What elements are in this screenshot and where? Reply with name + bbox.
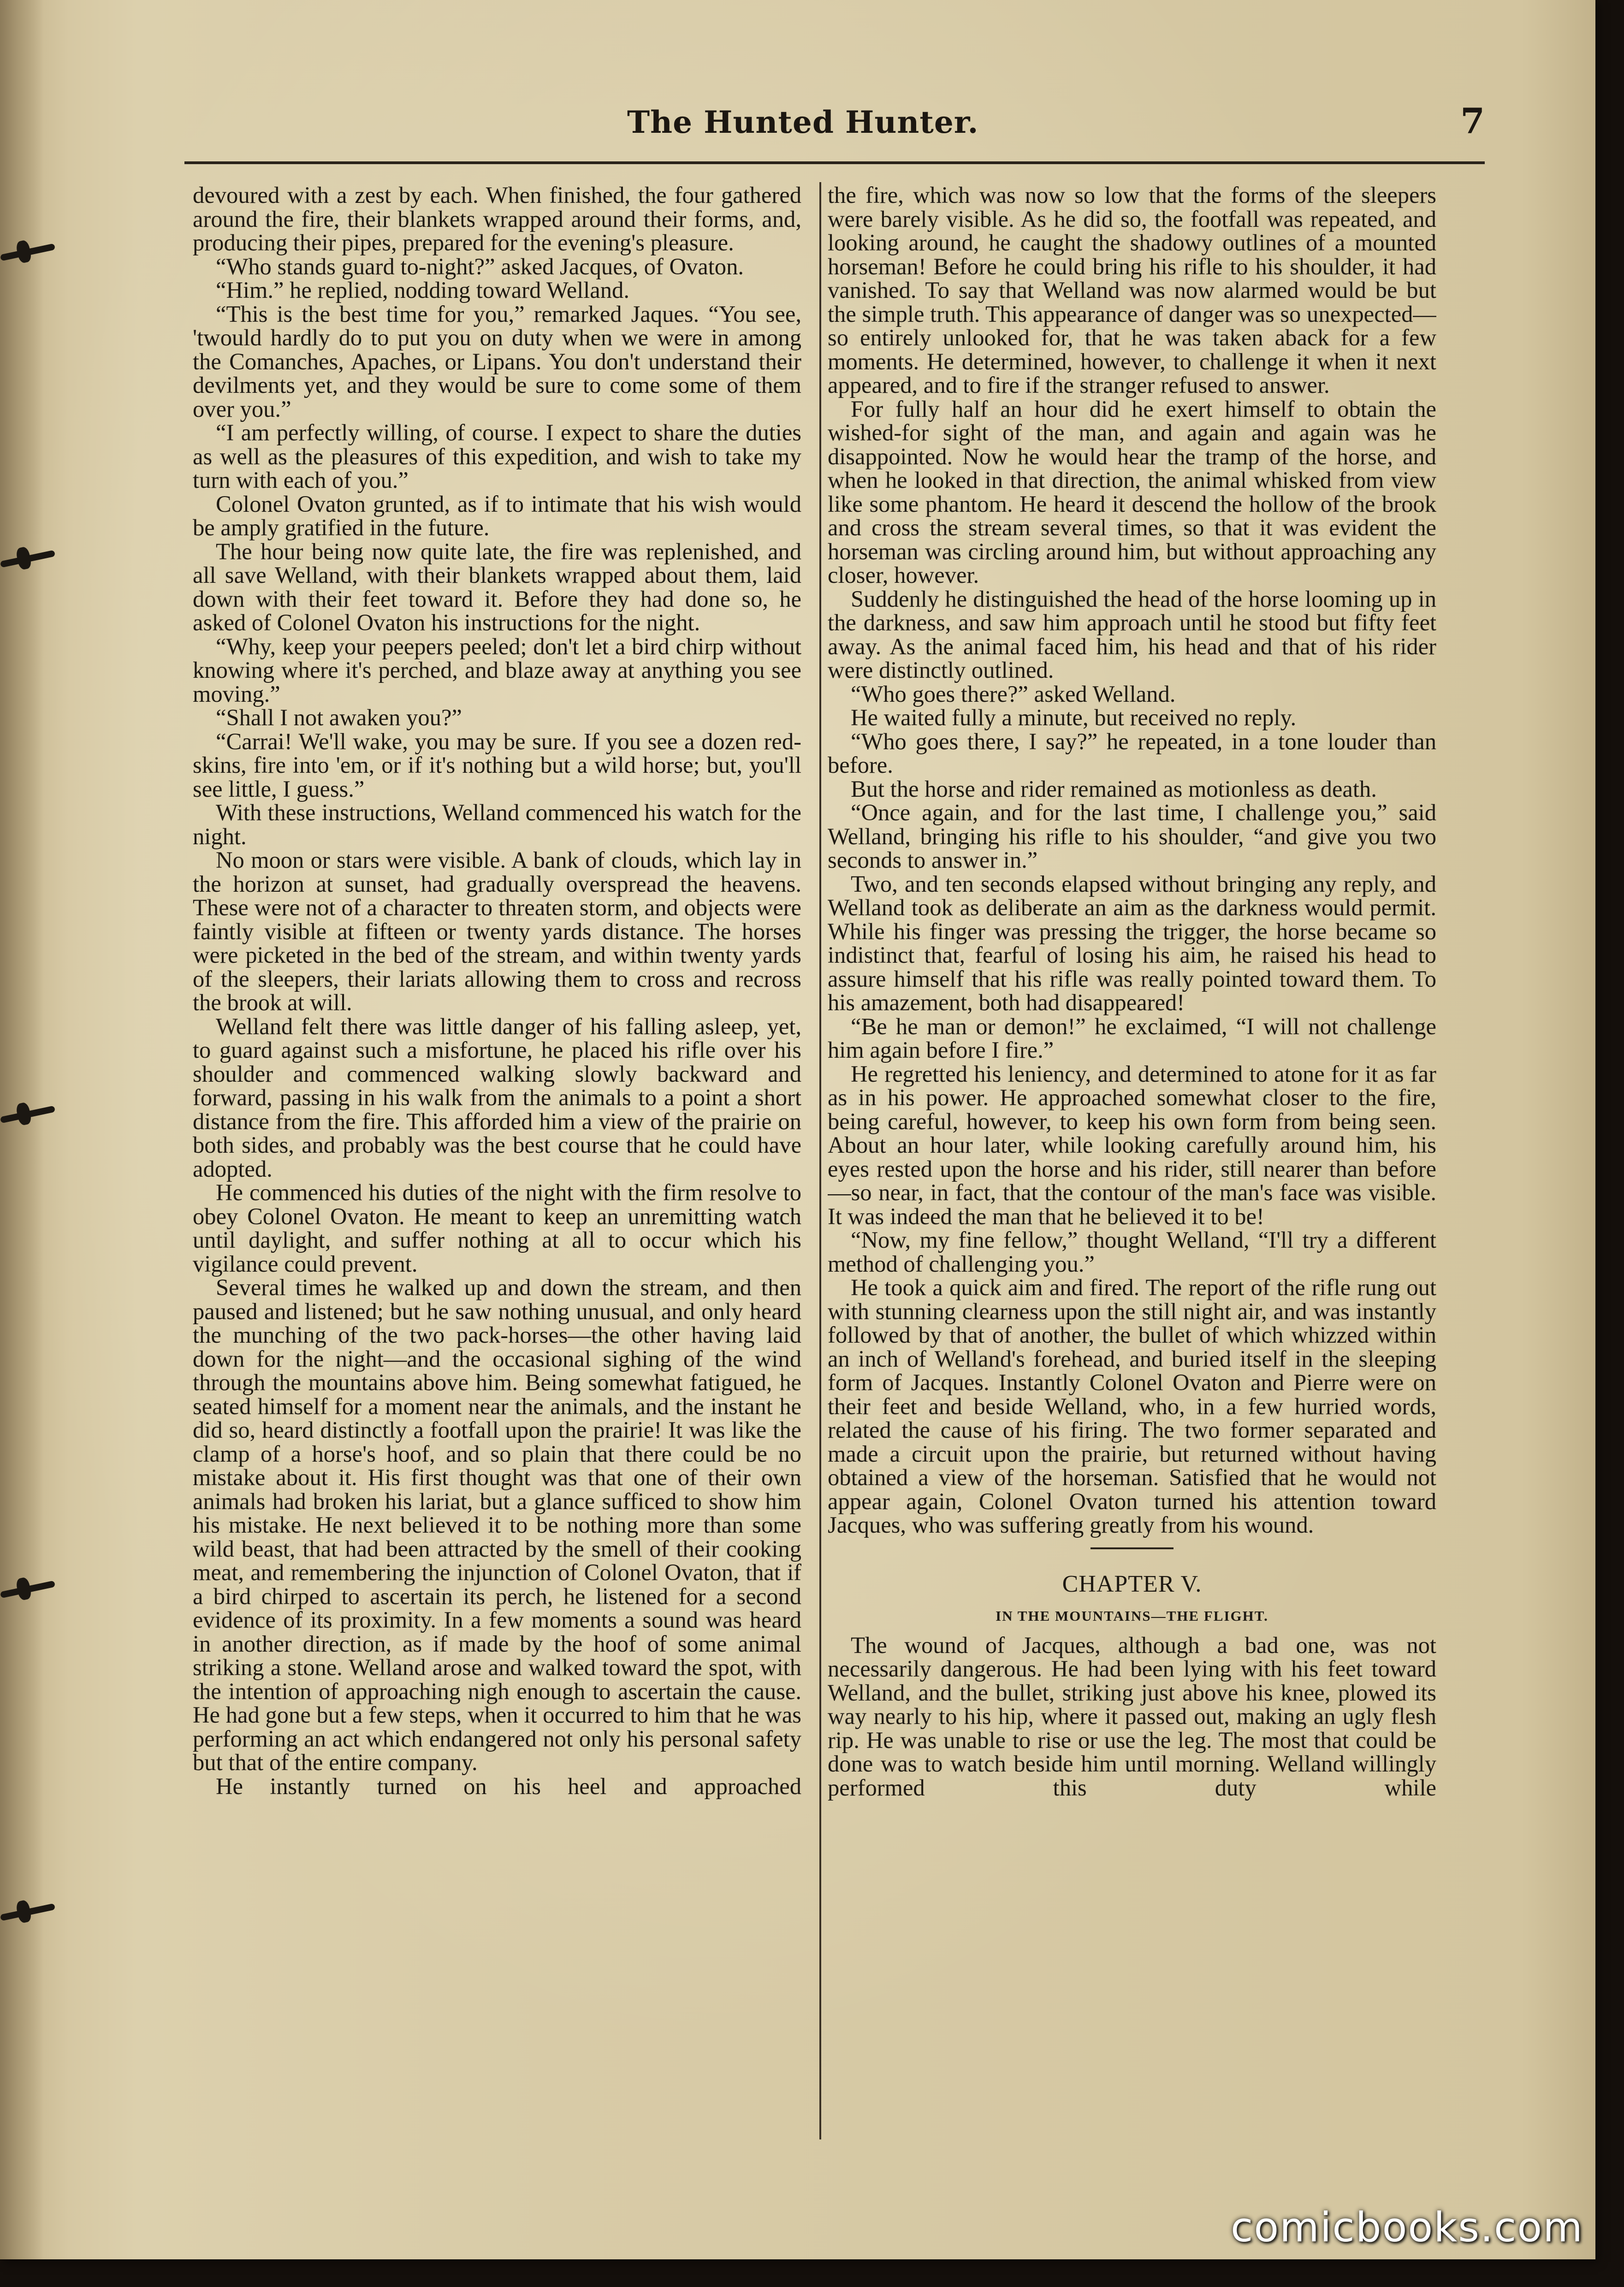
right-column <box>828 184 1436 2143</box>
paragraph: Colonel Ovaton grunted, as if to intimate that his wish would be amply gratified in the future. <box>193 491 801 540</box>
header-rule <box>184 161 1485 164</box>
page-number: 7 <box>1460 101 1485 142</box>
chapter-text <box>828 1634 1436 1800</box>
paragraph: But the horse and rider remained as motionless as death. <box>851 776 1377 802</box>
paragraph: “Once again, and for the last time, I challenge you,” said Welland, bringing his rifle to his shoulder, “and give you two seconds to answer in.” <box>828 800 1436 873</box>
left-column <box>193 184 801 2143</box>
paragraph: “Why, keep your peepers peeled; don't let a bird chirp without knowing where it's perched, and blaze away at anything you see moving.” <box>193 633 801 707</box>
right-column-text <box>828 184 1436 1537</box>
paragraph: “I am perfectly willing, of course. I expect to share the duties as well as the pleasures of this expedition, and wish to take my turn with each of you.” <box>193 420 801 493</box>
column-divider <box>819 182 821 2139</box>
paragraph: He regretted his leniency, and determined to atone for it as far as in his power. He approached somewhat closer to the fire, being careful, however, to keep his own form from being seen. About an hour later, while looking carefully around him, his eyes rested upon the horse and his rider, still nearer than before—so near, in fact, that the contour of the man's face was visible. It was indeed the man that he believed it to be! <box>828 1061 1436 1229</box>
watermark: comicbooks.com <box>1230 2204 1583 2251</box>
paragraph: Two, and ten seconds elapsed without bringing any reply, and Welland took as deliberate an aim as the darkness would permit. While his finger was pressing the trigger, the horse became so indistinct that, fearful of losing his aim, he raised his head to assure himself that his rifle was really pointed toward them. To his amazement, both had disappeared! <box>828 871 1436 1015</box>
paragraph: The wound of Jacques, although a bad one, was not necessarily dangerous. He had been lying with his feet toward Welland, and the bullet, striking just above his knee, plowed its way nearly to his hip, where it passed out, making an ugly flesh rip. He was unable to rise or use the leg. The most that could be done was to watch beside him until morning. Welland willingly performed this duty while <box>828 1632 1436 1801</box>
paragraph: “Him.” he replied, nodding toward Welland. <box>216 277 630 303</box>
paragraph: He instantly turned on his heel and approached <box>216 1773 801 1799</box>
paragraph: “Carrai! We'll wake, you may be sure. If you see a dozen red-skins, fire into 'em, or if it's nothing but a wild horse; but, you'll see little, I guess.” <box>193 728 801 802</box>
paragraph: Welland felt there was little danger of his falling asleep, yet, to guard against such a misfortune, he placed his rifle over his shoulder and commenced walking slowly backward and forward, passing in his walk from the animals to a point a short distance from the fire. This afforded him a view of the prairie on both sides, and probably was the best course that he could have adopted. <box>193 1013 801 1182</box>
chapter-subtitle: IN THE MOUNTAINS—THE FLIGHT. <box>996 1608 1268 1624</box>
paragraph: “Who goes there, I say?” he repeated, in a tone louder than before. <box>828 728 1436 778</box>
paragraph: He waited fully a minute, but received no reply. <box>851 705 1297 730</box>
section-rule <box>1091 1547 1174 1549</box>
running-title: The Hunted Hunter. <box>627 104 979 140</box>
paragraph: He took a quick aim and fired. The report of the rifle rung out with stunning clearness upon the still night air, and was instantly followed by that of another, the bullet of which whizzed within an inch of Welland's forehead, and buried itself in the sleeping form of Jacques. Instantly Colonel Ovaton and Pierre were on their feet and beside Welland, who, in a few hurried words, related the cause of his firing. The two former separated and made a circuit upon the prairie, but returned without having obtained a view of the horseman. Satisfied that he would not appear again, Colonel Ovaton turned his attention toward Jacques, who was suffering greatly from his wound. <box>828 1274 1436 1538</box>
paragraph: With these instructions, Welland commenced his watch for the night. <box>193 800 801 849</box>
paragraph: “Shall I not awaken you?” <box>216 705 462 730</box>
paragraph: devoured with a zest by each. When finished, the four gathered around the fire, their blankets wrapped around their forms, and, producing their pipes, prepared for the evening's pleasure. <box>193 184 801 255</box>
paragraph: He commenced his duties of the night with the firm resolve to obey Colonel Ovaton. He meant to keep an unremitting watch until daylight, and suffer nothing at all to occur which his vigilance could prevent. <box>193 1179 801 1277</box>
paragraph: No moon or stars were visible. A bank of clouds, which lay in the horizon at sunset, had gradually overspread the heavens. These were not of a character to threaten storm, and objects were faintly visible at fifteen or twenty yards distance. The horses were picketed in the bed of the stream, and within twenty yards of the sleepers, their lariats allowing them to cross and recross the brook at will. <box>193 847 801 1015</box>
paragraph: “Now, my fine fellow,” thought Welland, “I'll try a different method of challenging you.” <box>828 1227 1436 1277</box>
paragraph: “This is the best time for you,” remarked Jaques. “You see, 'twould hardly do to put you on duty when we were in among the Comanches, Apaches, or Lipans. You don't understand their devilments yet, and they would be sure to come some of them over you.” <box>193 301 801 422</box>
paragraph: the fire, which was now so low that the forms of the sleepers were barely visible. As he did so, the footfall was repeated, and looking around, he caught the shadowy outlines of a mounted horseman! Before he could bring his rifle to his shoulder, it had vanished. To say that Welland was now alarmed would be but the simple truth. This appearance of danger was so unexpected—so entirely unlooked for, that he was taken aback for a few moments. He determined, however, to challenge it when it next appeared, and to fire if the stranger refused to answer. <box>828 184 1436 398</box>
paragraph: For fully half an hour did he exert himself to obtain the wished-for sight of the man, and again and again was he disappointed. Now he would hear the tramp of the horse, and when he looked in that direction, the animal whisked from view like some phantom. He heard it descend the hollow of the brook and cross the stream several times, so that it was evident the horseman was circling around him, but without approaching any closer, however. <box>828 396 1436 588</box>
paragraph: “Who goes there?” asked Welland. <box>851 681 1176 707</box>
paragraph: “Who stands guard to-night?” asked Jacques, of Ovaton. <box>216 253 744 279</box>
paragraph: The hour being now quite late, the fire was replenished, and all save Welland, with their blankets wrapped about them, laid down with their feet toward it. Before they had done so, he asked of Colonel Ovaton his instructions for the night. <box>193 538 801 635</box>
paragraph: “Be he man or demon!” he exclaimed, “I will not challenge him again before I fire.” <box>828 1013 1436 1063</box>
paragraph: Suddenly he distinguished the head of the horse looming up in the darkness, and saw him approach until he stood but fifty feet away. As the animal faced him, his head and that of his rider were distinctly outlined. <box>828 586 1436 683</box>
chapter-heading: CHAPTER V. <box>1062 1570 1202 1597</box>
paragraph: Several times he walked up and down the stream, and then paused and listened; but he saw nothing unusual, and only heard the munching of the two pack-horses—the other having laid down for the night—and the occasional sighing of the wind through the mountains above him. Being somewhat fatigued, he seated himself for a moment near the animals, and the instant he did so, heard distinctly a footfall upon the prairie! It was like the clamp of a horse's hoof, and so plain that there could be no mistake about it. His first thought was that one of their own animals had broken his lariat, but a glance sufficed to show him his mistake. He next believed it to be nothing more than some wild beast, that had been attracted by the smell of their cooking meat, and remembering the injunction of Colonel Ovaton, that if a bird chirped to ascertain its perch, he listened for a second evidence of its proximity. In a few moments a sound was heard in another direction, as if made by the hoof of some animal striking a stone. Welland arose and walked toward the spot, with the intention of approaching nigh enough to ascertain the cause. He had gone but a few steps, when it occurred to him that he was performing an act which endangered not only his personal safety but that of the entire company. <box>193 1274 801 1775</box>
running-header <box>184 97 1485 152</box>
